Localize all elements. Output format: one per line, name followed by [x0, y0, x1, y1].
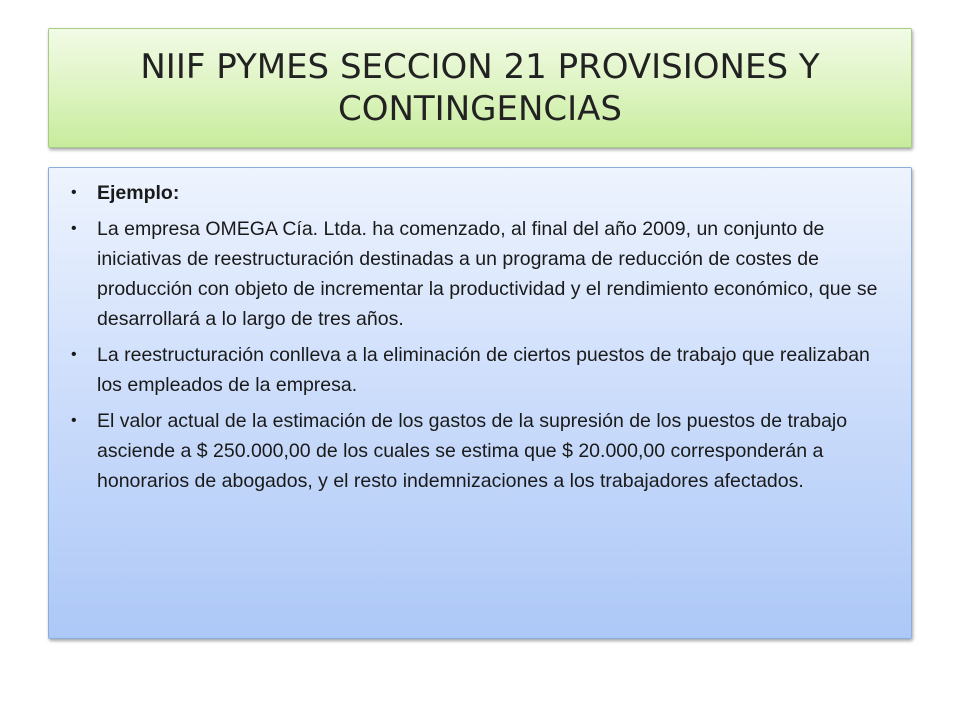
slide-title: NIIF PYMES SECCION 21 PROVISIONES Y CONTINGENCIAS [140, 47, 820, 129]
bullet-item-restructuring [71, 340, 885, 400]
bullet-item-company-description [71, 214, 885, 334]
bullet-text: El valor actual de la estimación de los gastos de la supresión de los puestos de trabajo asciende a $ 250.000,00 de los cuales se estima que $ 20.000,00 corresponderán a honorarios de abogados, y el resto indemnizaciones a los trabajadores afectados. [97, 410, 848, 492]
bullet-text: Ejemplo: [97, 182, 180, 204]
bullet-icon: • [71, 346, 77, 363]
bullet-text: La reestructuración conlleva a la eliminación de ciertos puestos de trabajo que realizaban los empleados de la empresa. [97, 344, 870, 396]
bullet-icon: • [71, 412, 77, 429]
bullet-item-cost-estimate [71, 406, 885, 496]
content-box [48, 167, 912, 639]
bullet-icon: • [71, 220, 77, 237]
bullet-list [71, 178, 885, 496]
bullet-item-example-heading [71, 178, 885, 208]
title-box [48, 28, 912, 148]
bullet-icon: • [71, 184, 77, 201]
bullet-text: La empresa OMEGA Cía. Ltda. ha comenzado, al final del año 2009, un conjunto de iniciativas de reestructuración destinadas a un programa de reducción de costes de producción con objeto de incrementar la productividad y el rendimiento económico, que se desarrollará a lo largo de tres años. [97, 218, 878, 330]
